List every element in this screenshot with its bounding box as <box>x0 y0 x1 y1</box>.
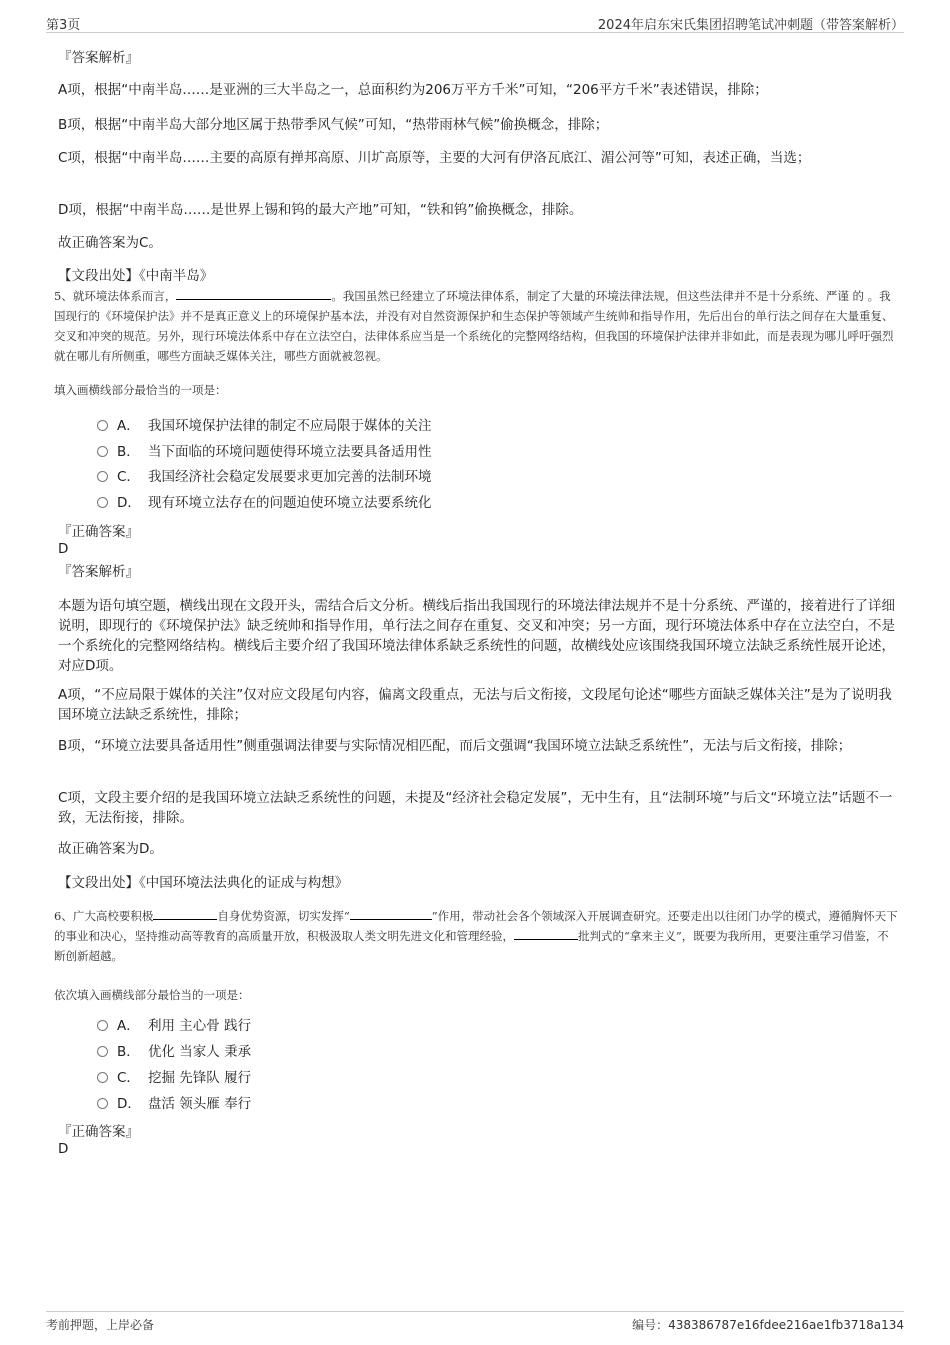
page-footer <box>46 1311 904 1332</box>
q5-option-c[interactable]: C． 我国经济社会稳定发展要求更加完善的法制环境 <box>97 467 432 487</box>
q6-correct-label: 『正确答案』 <box>58 1124 139 1140</box>
q4-analysis-label: 『答案解析』 <box>58 50 139 66</box>
q4-conclusion: 故正确答案为C。 <box>58 235 162 251</box>
radio-icon[interactable] <box>97 1072 108 1083</box>
q6-option-d[interactable]: D． 盘活 领头雁 奉行 <box>97 1094 251 1114</box>
q6-correct-answer: D <box>58 1141 69 1157</box>
q5-blank <box>176 287 331 300</box>
q4-source: 【文段出处】《中南半岛》 <box>58 268 214 284</box>
radio-icon[interactable] <box>97 1020 108 1031</box>
radio-icon[interactable] <box>97 1046 108 1057</box>
q5-source: 【文段出处】《中国环境法法典化的证成与构想》 <box>58 875 349 891</box>
q5-analysis-b: B项，“环境立法要具备适用性”侧重强调法律要与实际情况相匹配，而后文强调“我国环境立法缺乏系统性”，无法与后文衔接，排除； <box>58 738 852 754</box>
q5-conclusion: 故正确答案为D。 <box>58 841 163 857</box>
q6-blank-3 <box>514 927 578 940</box>
q5-option-b[interactable]: B． 当下面临的环境问题使得环境立法要具备适用性 <box>97 442 432 462</box>
radio-icon[interactable] <box>97 420 108 431</box>
q5-correct-label: 『正确答案』 <box>58 524 139 540</box>
q5-option-a[interactable]: A． 我国环境保护法律的制定不应局限于媒体的关注 <box>97 416 432 436</box>
radio-icon[interactable] <box>97 497 108 508</box>
q5-analysis: 本题为语句填空题，横线出现在文段开头，需结合后文分析。横线后指出我国现行的环境法律法规并不是十分系统、严谨的，接着进行了详细说明，即现行的《环境保护法》缺乏统帅和指导作用，单行法之间存在重复、交叉和冲突；另一方面，现行环境法体系中存在立法空白，不是一个系统化的完整网络结构。横线后主要介绍了我国环境法律体系缺乏系统性的问题，故横线处应该围绕我国环境立法缺乏系统性展开论述，对应D项。 <box>58 598 895 674</box>
q6-blank-1 <box>153 907 217 920</box>
q5-prompt: 填入画横线部分最恰当的一项是： <box>54 383 227 397</box>
q6-prompt: 依次填入画横线部分最恰当的一项是： <box>54 988 250 1002</box>
document-code: 编号：438386787e16fdee216ae1fb3718a134 <box>632 1318 904 1332</box>
q5-correct-answer: D <box>58 541 69 557</box>
q5-stem: 5、就环境法体系而言， 。我国虽然已经建立了环境法律体系，制定了大量的环境法律法规，但这些法律并不是十分系统、严谨 的 。我国现行的《环境保护法》并不是真正意义上的环境保护基本法，并没有对自然资源保护和生态保护等领域产生统帅和指导作用，先后出台的单行法之间存在大量重复、交叉和冲突的规范。另外，现行环境法体系中存在立法空白，法律体系应当是一个系统化的完整网络结构，但我国的环境保护法律并非如此，而是表现为哪儿呼吁强烈就在哪儿有所侧重，哪些方面缺乏媒体关注，哪些方面就被忽视。 <box>54 289 894 363</box>
q4-analysis-b: B项，根据“中南半岛大部分地区属于热带季风气候”可知，“热带雨林气候”偷换概念，排除； <box>58 117 609 133</box>
q4-analysis-c: C项，根据“中南半岛……主要的高原有掸邦高原、川圹高原等，主要的大河有伊洛瓦底江、湄公河等”可知，表述正确，当选； <box>58 150 811 166</box>
footer-slogan: 考前押题，上岸必备 <box>46 1318 155 1332</box>
q6-blank-2 <box>350 907 432 920</box>
q5-analysis-a: A项，“不应局限于媒体的关注”仅对应文段尾句内容，偏离文段重点，无法与后文衔接，文段尾句论述“哪些方面缺乏媒体关注”是为了说明我国环境立法缺乏系统性，排除； <box>58 687 892 723</box>
q4-analysis-a: A项，根据“中南半岛……是亚洲的三大半岛之一，总面积约为206万平方千米”可知，“206平方千米”表述错误，排除； <box>58 82 768 98</box>
q6-option-b[interactable]: B． 优化 当家人 秉承 <box>97 1042 251 1062</box>
q5-analysis-label: 『答案解析』 <box>58 564 139 580</box>
radio-icon[interactable] <box>97 471 108 482</box>
document-title: 2024年启东宋氏集团招聘笔试冲刺题（带答案解析） <box>597 18 904 33</box>
page-number: 第3页 <box>46 18 81 33</box>
q5-option-d[interactable]: D． 现有环境立法存在的问题迫使环境立法要系统化 <box>97 493 432 513</box>
q5-analysis-c: C项，文段主要介绍的是我国环境立法缺乏系统性的问题，未提及“经济社会稳定发展”，无中生有，且“法制环境”与后文“环境立法”话题不一致，无法衔接，排除。 <box>58 790 893 826</box>
q6-stem: 6、广大高校要积极 自身优势资源，切实发挥“ ”作用，带动社会各个领域深入开展调查研究。还要走出以往闭门办学的模式，遵循胸怀天下的事业和决心，坚持推动高等教育的高质量开放，积极汲取人类文明先进文化和管理经验， 批判式的“拿来主义”，既要为我所用，更要注重学习借鉴，不断创新超越。 <box>54 909 898 963</box>
q4-analysis-d: D项，根据“中南半岛……是世界上锡和钨的最大产地”可知，“铁和钨”偷换概念，排除。 <box>58 202 583 218</box>
radio-icon[interactable] <box>97 1098 108 1109</box>
q6-option-c[interactable]: C． 挖掘 先锋队 履行 <box>97 1068 251 1088</box>
q6-option-a[interactable]: A． 利用 主心骨 践行 <box>97 1016 251 1036</box>
page-header <box>46 12 904 33</box>
radio-icon[interactable] <box>97 446 108 457</box>
